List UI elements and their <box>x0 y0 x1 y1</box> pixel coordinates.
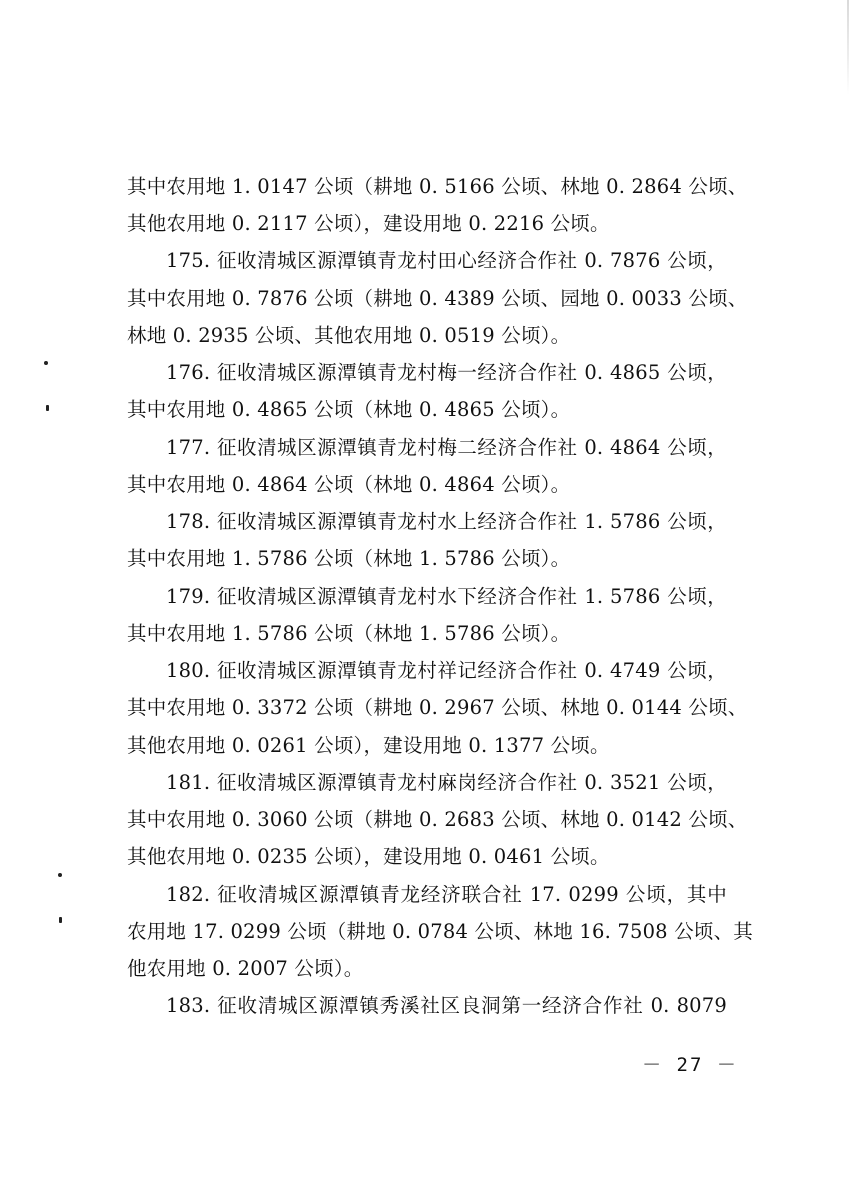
paragraph-177-line-2: 其中农用地 0. 4864 公顷（林地 0. 4864 公顷）。 <box>127 473 571 496</box>
paragraph-176-line-1: 176. 征收清城区源潭镇青龙村梅一经济合作社 0. 4865 公顷， <box>166 361 727 384</box>
paragraph-178-line-2: 其中农用地 1. 5786 公顷（林地 1. 5786 公顷）。 <box>127 547 571 570</box>
binding-hole-mark <box>44 361 48 365</box>
paragraph-175-line-2: 其中农用地 0. 7876 公顷（耕地 0. 4389 公顷、园地 0. 0033 公顷、 <box>127 287 748 310</box>
binding-hole-mark <box>58 873 62 877</box>
paragraph-178-line-1: 178. 征收清城区源潭镇青龙村水上经济合作社 1. 5786 公顷， <box>166 510 727 533</box>
paragraph-180-line-3: 其他农用地 0. 0261 公顷），建设用地 0. 1377 公顷。 <box>127 734 610 757</box>
paragraph-179-line-2: 其中农用地 1. 5786 公顷（林地 1. 5786 公顷）。 <box>127 622 571 645</box>
paragraph-180-line-2: 其中农用地 0. 3372 公顷（耕地 0. 2967 公顷、林地 0. 0144 公顷、 <box>127 696 748 719</box>
paragraph-182-line-2: 农用地 17. 0299 公顷（耕地 0. 0784 公顷、林地 16. 7508 公顷、其 <box>127 920 753 943</box>
page-number: － 27 － <box>642 1054 738 1076</box>
paragraph-181-line-1: 181. 征收清城区源潭镇青龙村麻岗经济合作社 0. 3521 公顷， <box>166 771 727 794</box>
paragraph-177-line-1: 177. 征收清城区源潭镇青龙村梅二经济合作社 0. 4864 公顷， <box>166 436 727 459</box>
paragraph-182-line-3: 他农用地 0. 2007 公顷）。 <box>127 957 364 980</box>
paragraph-182-line-1: 182. 征收清城区源潭镇青龙经济联合社 17. 0299 公顷，其中 <box>166 883 727 906</box>
paragraph-183-line-1: 183. 征收清城区源潭镇秀溪社区良洞第一经济合作社 0. 8079 <box>166 994 727 1017</box>
scan-edge-artifact <box>847 0 849 95</box>
paragraph-181-line-3: 其他农用地 0. 0235 公顷），建设用地 0. 0461 公顷。 <box>127 845 610 868</box>
paragraph-174-line-1: 其中农用地 1. 0147 公顷（耕地 0. 5166 公顷、林地 0. 2864 公顷、 <box>127 175 748 198</box>
paragraph-175-line-3: 林地 0. 2935 公顷、其他农用地 0. 0519 公顷）。 <box>127 324 571 347</box>
paragraph-179-line-1: 179. 征收清城区源潭镇青龙村水下经济合作社 1. 5786 公顷， <box>166 585 727 608</box>
paragraph-181-line-2: 其中农用地 0. 3060 公顷（耕地 0. 2683 公顷、林地 0. 0142 公顷、 <box>127 808 748 831</box>
paragraph-175-line-1: 175. 征收清城区源潭镇青龙村田心经济合作社 0. 7876 公顷， <box>166 249 727 272</box>
binding-hole-mark <box>46 405 49 411</box>
paragraph-180-line-1: 180. 征收清城区源潭镇青龙村祥记经济合作社 0. 4749 公顷， <box>166 659 727 682</box>
binding-hole-mark <box>59 917 62 923</box>
paragraph-174-line-2: 其他农用地 0. 2117 公顷），建设用地 0. 2216 公顷。 <box>127 212 610 235</box>
paragraph-176-line-2: 其中农用地 0. 4865 公顷（林地 0. 4865 公顷）。 <box>127 398 571 421</box>
